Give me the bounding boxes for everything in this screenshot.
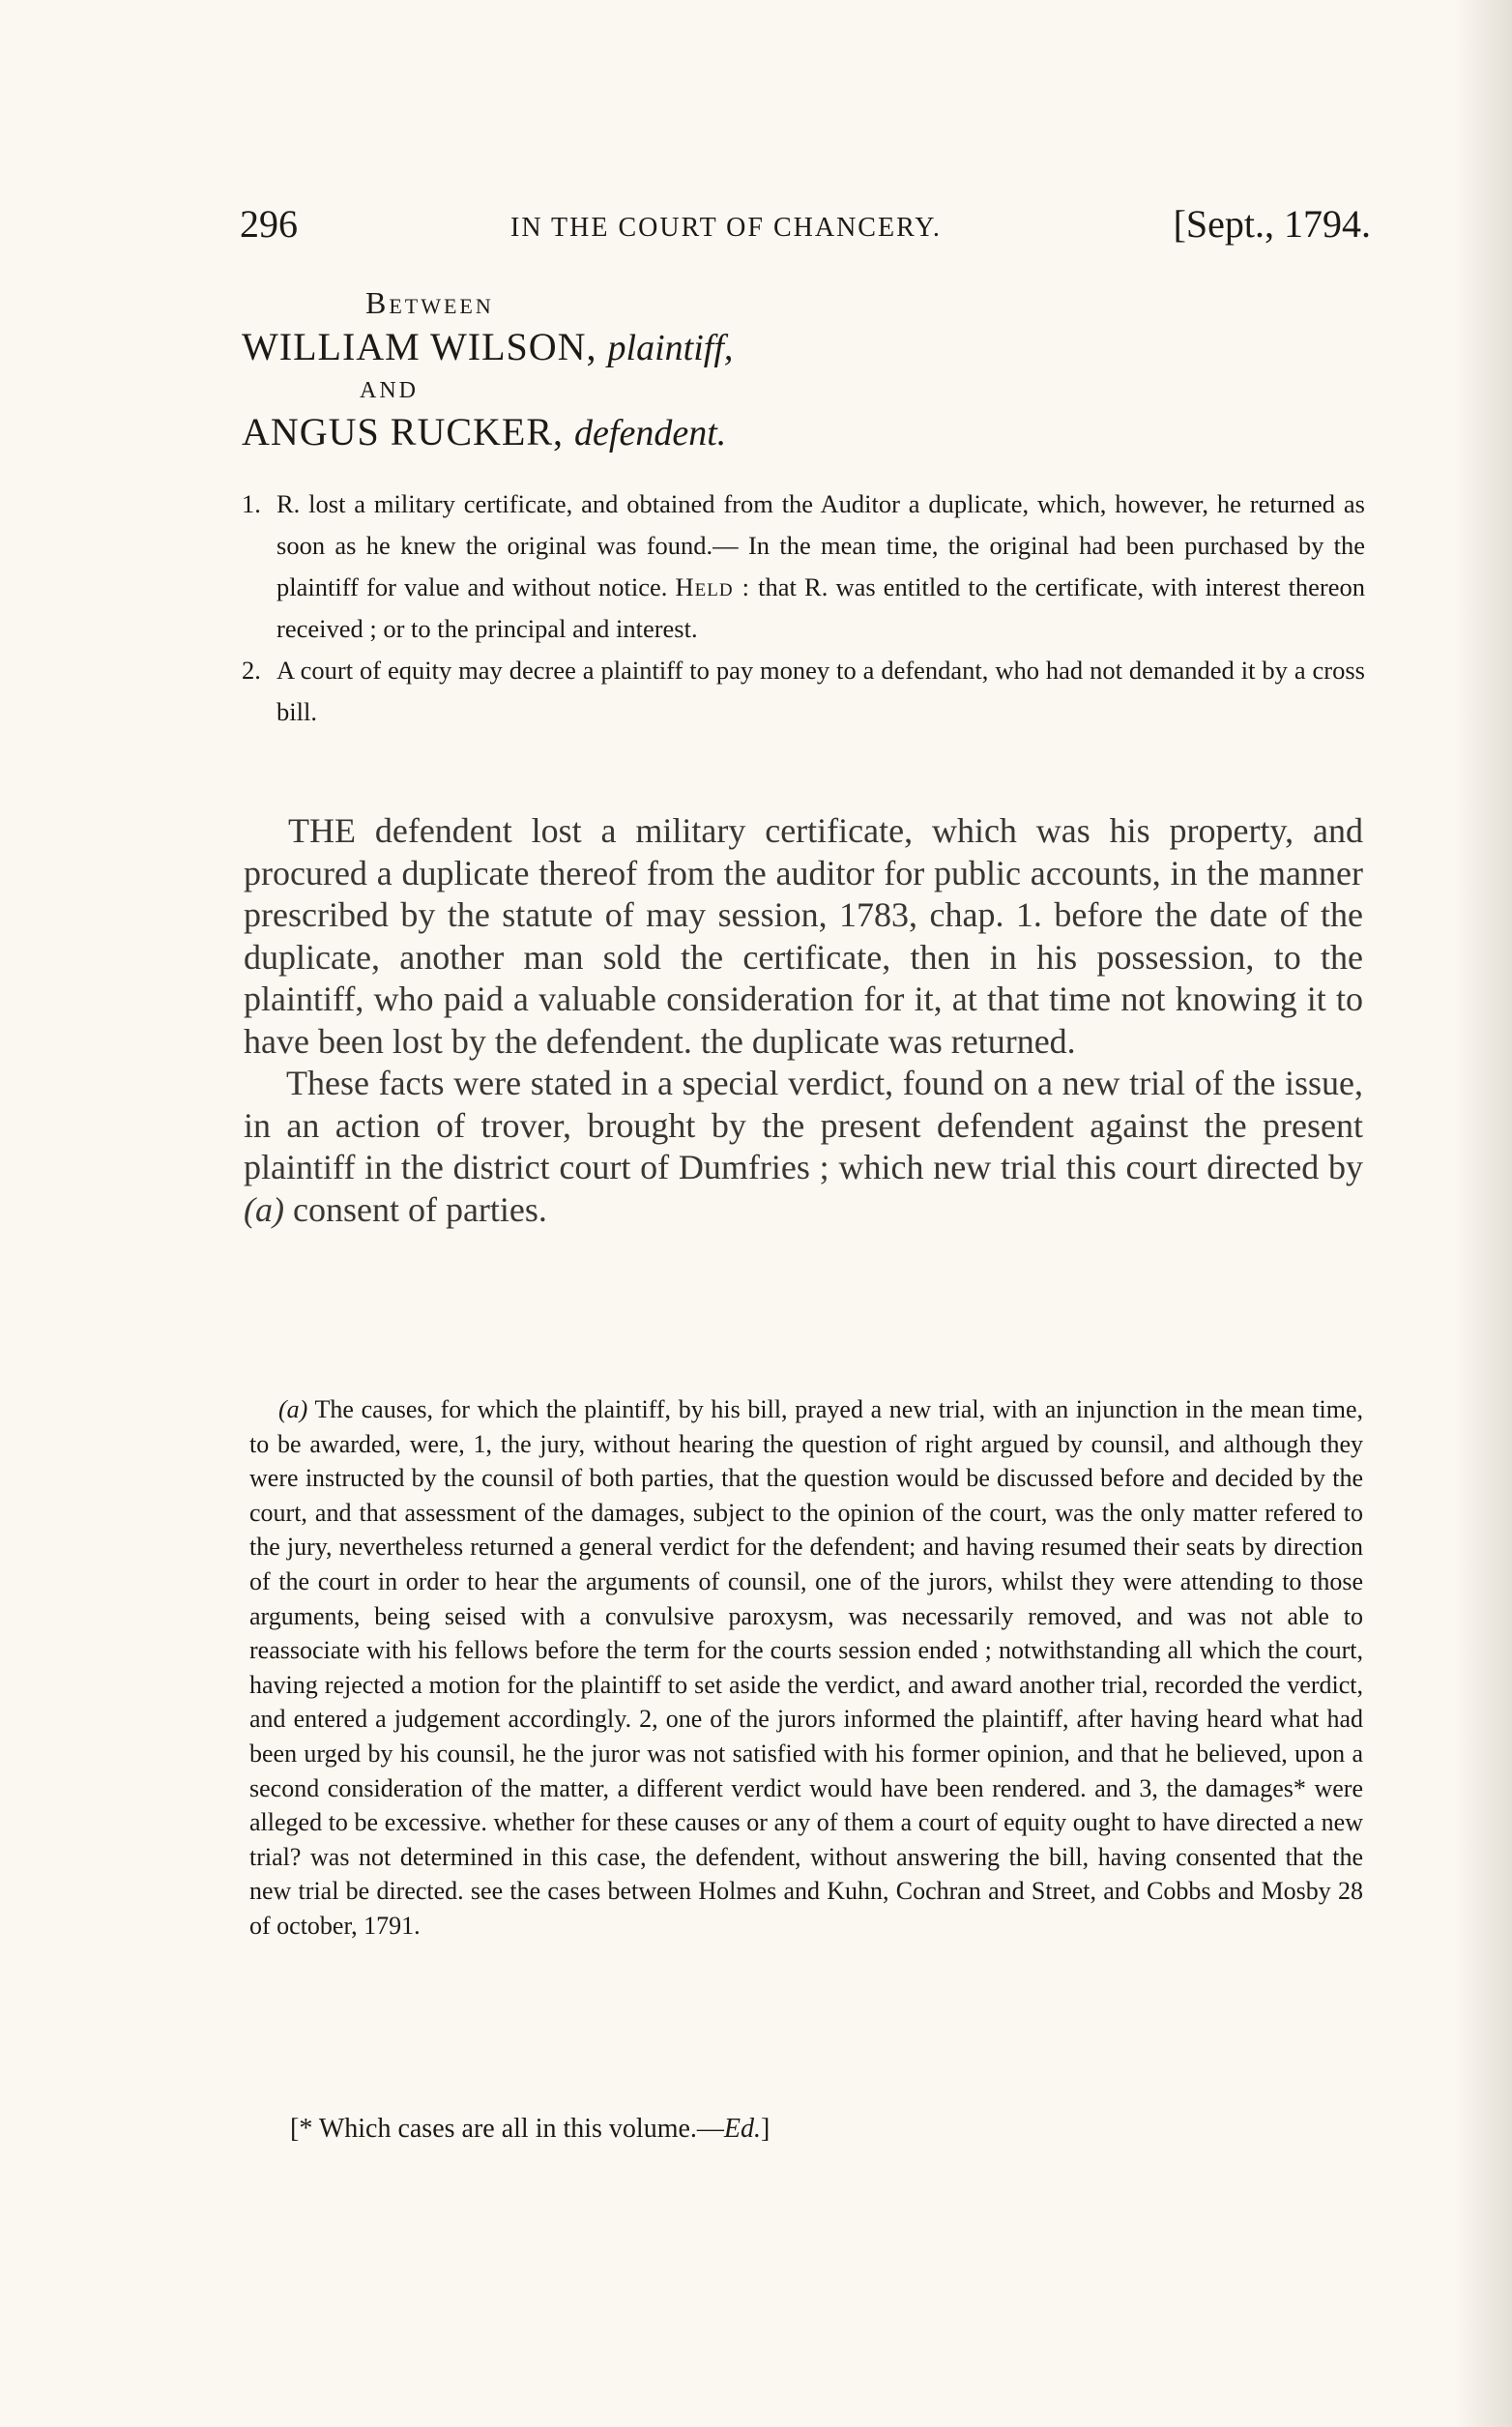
footnote — [249, 1392, 1363, 1944]
headnotes — [242, 483, 1365, 733]
footnote-reference: (a) — [244, 1189, 284, 1229]
body-paragraph: THE defendent lost a military certificate, which was his property, and procured a duplicate thereof from the auditor for public accounts, in the manner prescribed by the statute of may session, 1783, chap. 1. before the date of the duplicate, another man sold the certificate, then in his possession, to the plaintiff, who paid a valuable consideration for it, at that time not knowing it to have been lost by the defendent. the duplicate was returned. — [244, 811, 1363, 1061]
page-edge-shadow — [1454, 0, 1512, 2427]
headnote-text: R. lost a military certificate, and obtained from the Auditor a duplicate, which, however, he returned as soon as he knew the original was found.— In the mean time, the original had been purchased by the plaintiff for value and without notice. — [276, 489, 1365, 601]
defendant-name: ANGUS RUCKER, — [242, 410, 565, 453]
paragraph-text: These facts were stated in a special verdict, found on a new trial of the issue, in an action of trover, brought by the present defendent against the present plaintiff in the district court of Dumfries ; which new trial this court directed by — [244, 1064, 1363, 1186]
footnote-text: The causes, for which the plaintiff, by his bill, prayed a new trial, with an injunction in the mean time, to be awarded, were, 1, the jury, without hearing the question of right argued by counsil, and although they were instructed by the counsil of both parties, that the question would be discussed before and decided by the court, and that assessment of the damages, subject to the opinion of the court, was the only matter refered to the jury, nevertheless returned a general verdict for the defendent; and having resumed their seats by direction of the court in order to hear the arguments of counsil, one of the jurors, whilst they were attending to those arguments, being seised with a convulsive paroxysm, was necessarily removed, and was not able to reassociate with his fellows before the term for the courts session ended ; notwithstanding all which the court, having rejected a motion for the plaintiff to set aside the verdict, and award another trial, recorded the verdict, and entered a judgement accordingly. 2, one of the jurors informed the plaintiff, after having heard what had been urged by his counsil, he the juror was not satisfied with his former opinion, and that he believed, upon a second consideration of the matter, a different verdict would have been rendered. and 3, the damages* were alleged to be excessive. whether for these causes or any of them a court of equity ought to have directed a new trial? was not determined in this case, the defendent, without answering the bill, having consented that the new trial be directed. see the cases between Holmes and Kuhn, Cochran and Street, and Cobbs and Mosby 28 of october, 1791. — [249, 1395, 1364, 1940]
plaintiff-role: plaintiff, — [607, 328, 734, 368]
defendant-role: defendent. — [574, 413, 727, 453]
editor-label: Ed. — [723, 2114, 762, 2144]
headnote-text: A court of equity may decree a plaintiff to pay money to a defendant, who had not demanded it by a cross bill. — [276, 656, 1365, 726]
footnote-paragraph — [249, 1392, 1363, 1944]
headnote-number: 1. — [242, 489, 261, 518]
plaintiff-line — [242, 324, 733, 369]
page-number: 296 — [240, 202, 298, 246]
defendant-line — [242, 409, 726, 454]
running-header — [240, 201, 1371, 259]
running-head-title: IN THE COURT OF CHANCERY. — [510, 213, 942, 243]
editor-note — [290, 2114, 770, 2145]
headnote-2 — [242, 650, 1365, 733]
headnote-number: 2. — [242, 656, 261, 685]
footnote-mark: (a) — [278, 1395, 308, 1423]
held-label: Held : — [675, 572, 751, 601]
plaintiff-name: WILLIAM WILSON, — [242, 325, 597, 368]
editor-note-close: ] — [761, 2114, 771, 2144]
body-paragraph — [244, 1063, 1363, 1231]
and-label: AND — [360, 378, 419, 403]
between-label: Between — [365, 285, 494, 320]
headnote-text: that R. was entitled to the certificate, with interest thereon received ; or to the principal and interest. — [276, 572, 1366, 643]
headnote-1 — [242, 483, 1365, 650]
running-head-date: [Sept., 1794. — [1173, 202, 1371, 246]
editor-note-text: [* Which cases are all in this volume.— — [290, 2114, 724, 2144]
opinion-body — [244, 810, 1363, 1231]
paragraph-text: consent of parties. — [292, 1189, 547, 1229]
